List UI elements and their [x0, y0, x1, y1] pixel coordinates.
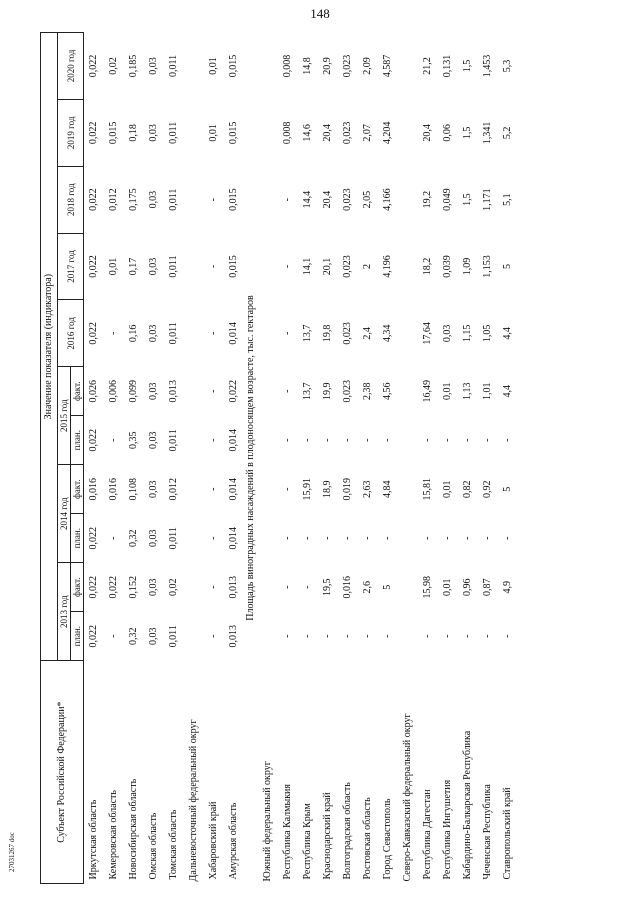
value-cell: 0,014	[228, 322, 239, 345]
value-cell: -	[362, 438, 373, 442]
value-cell: 0,023	[342, 121, 353, 145]
value-cell: -	[382, 438, 393, 442]
value-cell: 0,016	[88, 477, 99, 501]
value-cell: -	[208, 487, 219, 491]
region-name: Омская область	[148, 812, 159, 880]
value-cell: 0,011	[168, 527, 179, 550]
group-row	[258, 33, 278, 884]
value-cell: 18,2	[422, 257, 433, 276]
value-cell: 19,5	[322, 578, 333, 596]
value-cell: 15,91	[302, 477, 313, 501]
value-cell: -	[502, 536, 513, 540]
table-body	[84, 33, 519, 884]
value-cell: -	[108, 634, 119, 638]
value-cell: 2,38	[362, 382, 373, 400]
region-name: Новосибирская область	[128, 778, 139, 880]
value-cell: -	[482, 536, 493, 540]
value-cell: 0,82	[462, 480, 473, 498]
value-cell: 0,008	[282, 54, 293, 78]
region-name: Ростовская область	[362, 797, 373, 880]
value-cell: 0,022	[88, 624, 99, 648]
value-cell	[184, 33, 204, 100]
value-cell: -	[282, 536, 293, 540]
year-header: 2014 год	[58, 465, 71, 563]
value-cell: 0,012	[108, 188, 119, 211]
plan-header: план.	[71, 514, 84, 563]
table-row	[144, 33, 164, 884]
value-cell: 0,03	[148, 480, 159, 498]
group-row	[184, 33, 204, 884]
fact-header: факт.	[71, 367, 84, 416]
value-cell	[258, 166, 278, 233]
value-cell	[398, 416, 418, 465]
value-cell: 0,011	[168, 255, 179, 278]
value-cell: 19,8	[322, 324, 333, 343]
value-cell: 0,011	[168, 54, 179, 78]
value-cell	[184, 465, 204, 514]
value-cell: 0,32	[128, 627, 139, 645]
value-cell: 0,008	[282, 121, 293, 145]
value-cell: 0,02	[108, 57, 119, 75]
value-cell: -	[302, 585, 313, 589]
value-cell	[398, 612, 418, 661]
table-row	[84, 33, 105, 884]
year-header: 2015 год	[58, 367, 71, 465]
value-cell: 4,587	[382, 54, 393, 78]
value-cell: 0,015	[228, 255, 239, 278]
value-cell: 0,016	[108, 477, 119, 501]
value-cell: 4,4	[502, 327, 513, 340]
value-cell: 0,16	[128, 324, 139, 343]
value-cell: 0,011	[168, 625, 179, 648]
value-cell: 14,4	[302, 190, 313, 209]
value-cell: 0,01	[108, 257, 119, 276]
value-cell: -	[442, 438, 453, 442]
value-cell: 5,1	[502, 193, 513, 206]
region-name: Амурская область	[228, 802, 239, 880]
value-cell: 1,13	[462, 382, 473, 400]
value-cell: 0,019	[342, 477, 353, 501]
value-cell: 0,015	[228, 121, 239, 145]
value-cell: 0,022	[88, 322, 99, 345]
value-cell: 13,7	[302, 382, 313, 400]
value-cell: 0,01	[442, 578, 453, 596]
value-cell: -	[282, 389, 293, 393]
value-cell: -	[482, 634, 493, 638]
section-title: Площадь виноградных насаждений в плодоносящем возрасте, тыс. гектаров	[245, 295, 256, 621]
value-cell: 4,196	[382, 255, 393, 278]
table-row	[204, 33, 224, 884]
value-cell: -	[322, 438, 333, 442]
region-name: Краснодарский край	[322, 792, 333, 880]
year-header: 2018 год	[58, 166, 84, 233]
value-cell: 4,34	[382, 324, 393, 343]
value-cell: -	[108, 536, 119, 540]
value-cell: -	[342, 438, 353, 442]
year-header: 2013 год	[58, 563, 71, 661]
value-cell	[184, 612, 204, 661]
value-cell: 4,166	[382, 188, 393, 211]
value-cell	[398, 300, 418, 367]
value-cell	[184, 416, 204, 465]
table-row	[278, 33, 298, 884]
table-row	[418, 33, 438, 884]
region-name: Волгоградская область	[342, 782, 353, 880]
table-row	[164, 33, 184, 884]
value-cell: 0,022	[88, 575, 99, 599]
document-footer: 27031267 doc	[8, 832, 16, 872]
value-cell: 0,015	[108, 121, 119, 145]
value-cell: 14,8	[302, 57, 313, 75]
value-cell: 0,099	[128, 379, 139, 403]
value-cell: 1,5	[462, 59, 473, 73]
value-cell: -	[302, 438, 313, 442]
value-cell: 4,204	[382, 121, 393, 145]
value-cell	[258, 563, 278, 612]
value-cell	[258, 416, 278, 465]
value-cell	[398, 514, 418, 563]
year-header: 2019 год	[58, 99, 84, 166]
region-name: Иркутская область	[88, 799, 99, 880]
value-cell	[258, 33, 278, 100]
value-cell: -	[208, 198, 219, 202]
year-header: 2016 год	[58, 300, 84, 367]
subject-column-header: Субъект Российской Федерации*	[41, 661, 84, 884]
value-cell: 0,03	[148, 382, 159, 400]
value-cell: 1,01	[482, 382, 493, 400]
table-row	[224, 33, 244, 884]
value-cell: -	[208, 585, 219, 589]
value-cell: 0,96	[462, 578, 473, 596]
value-cell: 0,01	[208, 57, 219, 75]
value-cell: 4,84	[382, 480, 393, 498]
value-cell: 0,049	[442, 188, 453, 211]
table-row	[104, 33, 124, 884]
group-row	[398, 33, 418, 884]
region-name: Город Севастополь	[382, 798, 393, 880]
value-cell: 0,03	[148, 578, 159, 596]
value-cell: -	[462, 634, 473, 638]
fact-header: факт.	[71, 465, 84, 514]
value-cell: 15,98	[422, 575, 433, 599]
region-name: Республика Калмыкия	[282, 783, 293, 880]
value-cell: 19,9	[322, 382, 333, 400]
value-cell: 1,5	[462, 126, 473, 140]
value-cell: 0,023	[342, 54, 353, 78]
value-cell: -	[108, 331, 119, 335]
value-cell: -	[282, 438, 293, 442]
value-cell: 17,64	[422, 322, 433, 345]
value-cell: 0,03	[148, 627, 159, 645]
value-cell: -	[282, 264, 293, 269]
value-cell: 20,4	[322, 124, 333, 142]
value-cell	[184, 514, 204, 563]
value-cell: 0,185	[128, 54, 139, 78]
value-cell: 0,03	[148, 190, 159, 209]
value-cell: 0,011	[168, 188, 179, 211]
value-cell	[184, 99, 204, 166]
value-cell	[258, 99, 278, 166]
value-cell: -	[422, 536, 433, 540]
value-cell: -	[208, 389, 219, 393]
value-cell: -	[342, 634, 353, 638]
value-cell: 0,011	[168, 429, 179, 452]
value-cell: 0,92	[482, 480, 493, 498]
indicator-header: Значение показателя (индикатора)	[41, 33, 58, 661]
value-cell: 0,014	[228, 428, 239, 452]
value-cell: 0,026	[88, 379, 99, 403]
value-cell: 20,4	[322, 190, 333, 209]
value-cell: -	[462, 438, 473, 442]
value-cell: 20,9	[322, 57, 333, 75]
value-cell: -	[322, 536, 333, 540]
value-cell: -	[482, 438, 493, 442]
value-cell: 0,17	[128, 257, 139, 276]
value-cell: -	[208, 438, 219, 442]
table-row	[318, 33, 338, 884]
table-header	[41, 33, 84, 884]
value-cell: 4,56	[382, 382, 393, 400]
plan-header: план.	[71, 612, 84, 661]
value-cell: 1,05	[482, 324, 493, 343]
value-cell	[258, 233, 278, 300]
value-cell: 0,014	[228, 477, 239, 501]
value-cell	[398, 166, 418, 233]
district-name: Южный федеральный округ	[262, 761, 273, 882]
value-cell: 0,011	[168, 322, 179, 345]
value-cell: -	[282, 198, 293, 202]
value-cell: -	[362, 536, 373, 540]
value-cell: 0,022	[88, 428, 99, 452]
table-row	[298, 33, 318, 884]
value-cell: 0,022	[88, 188, 99, 211]
value-cell: 0,022	[88, 54, 99, 78]
value-cell: 5,2	[502, 126, 513, 140]
value-cell	[398, 99, 418, 166]
value-cell: -	[208, 264, 219, 269]
value-cell: 5	[502, 264, 513, 269]
value-cell: 1,453	[482, 54, 493, 78]
fact-header: факт.	[71, 563, 84, 612]
value-cell: 0,011	[168, 121, 179, 144]
value-cell: -	[422, 634, 433, 638]
value-cell: 20,1	[322, 257, 333, 276]
value-cell: 16,49	[422, 379, 433, 403]
value-cell: 0,022	[108, 575, 119, 599]
rotated-table-container	[40, 32, 635, 884]
region-name: Кабардино-Балкарская Республика	[462, 730, 473, 880]
value-cell: 0,02	[168, 578, 179, 596]
value-cell: -	[302, 536, 313, 540]
value-cell: 18,9	[322, 480, 333, 498]
value-cell: -	[502, 438, 513, 442]
value-cell: 0,023	[342, 255, 353, 278]
value-cell: -	[282, 487, 293, 491]
value-cell: 0,175	[128, 188, 139, 211]
value-cell: 0,06	[442, 124, 453, 142]
value-cell: 2,07	[362, 124, 373, 142]
value-cell: 2,6	[362, 580, 373, 594]
value-cell: 0,023	[342, 379, 353, 403]
plan-header: план.	[71, 416, 84, 465]
region-name: Чеченская Республика	[482, 784, 493, 880]
value-cell: 0,03	[148, 529, 159, 547]
value-cell: 0,015	[228, 54, 239, 78]
table-row	[338, 33, 358, 884]
value-cell: 4,9	[502, 580, 513, 594]
value-cell: 0,022	[228, 379, 239, 403]
value-cell: 2,4	[362, 327, 373, 340]
value-cell: 0,03	[148, 257, 159, 276]
value-cell: 14,1	[302, 257, 313, 276]
value-cell	[258, 612, 278, 661]
value-cell: 5,3	[502, 59, 513, 73]
value-cell: 5	[382, 584, 393, 590]
value-cell: 0,131	[442, 54, 453, 78]
region-name: Республика Дагестан	[422, 789, 433, 880]
value-cell: -	[282, 331, 293, 335]
value-cell: -	[322, 634, 333, 638]
value-cell: -	[422, 438, 433, 442]
value-cell: 0,013	[168, 379, 179, 403]
value-cell: 0,01	[208, 124, 219, 142]
value-cell: 0,016	[342, 575, 353, 599]
value-cell	[184, 233, 204, 300]
table-row	[498, 33, 518, 884]
value-cell: 20,4	[422, 124, 433, 142]
value-cell	[258, 300, 278, 367]
value-cell: -	[502, 634, 513, 638]
region-name: Ставропольский край	[502, 787, 513, 880]
value-cell: 19,2	[422, 190, 433, 209]
value-cell: 2,63	[362, 480, 373, 498]
value-cell: 0,87	[482, 578, 493, 596]
value-cell: -	[362, 634, 373, 638]
value-cell	[184, 563, 204, 612]
value-cell: 0,015	[228, 188, 239, 211]
table-row	[378, 33, 398, 884]
indicator-table	[40, 32, 518, 884]
value-cell: 0,022	[88, 526, 99, 550]
value-cell: 0,012	[168, 477, 179, 501]
region-name: Хабаровский край	[208, 801, 219, 880]
value-cell: 4,4	[502, 384, 513, 398]
value-cell: 0,35	[128, 431, 139, 449]
value-cell: 1,15	[462, 324, 473, 343]
value-cell: -	[342, 536, 353, 540]
value-cell	[258, 465, 278, 514]
value-cell: -	[462, 536, 473, 540]
value-cell: 21,2	[422, 57, 433, 75]
value-cell: 0,152	[128, 575, 139, 599]
value-cell	[398, 563, 418, 612]
value-cell: 0,03	[148, 324, 159, 343]
page-number: 148	[310, 6, 330, 21]
value-cell: 2,09	[362, 57, 373, 75]
value-cell: -	[108, 438, 119, 442]
value-cell	[184, 166, 204, 233]
table-row	[438, 33, 458, 884]
region-name: Томская область	[168, 809, 179, 880]
value-cell: 14,6	[302, 124, 313, 142]
value-cell: 1,171	[482, 188, 493, 211]
value-cell: 0,01	[442, 382, 453, 400]
value-cell: 0,18	[128, 124, 139, 142]
table-row	[478, 33, 498, 884]
value-cell	[398, 233, 418, 300]
value-cell: -	[382, 536, 393, 540]
value-cell: -	[302, 634, 313, 638]
value-cell: -	[442, 634, 453, 638]
value-cell: 0,03	[442, 324, 453, 343]
value-cell	[258, 514, 278, 563]
value-cell: 0,03	[148, 124, 159, 142]
value-cell: 0,014	[228, 526, 239, 550]
value-cell: 0,03	[148, 431, 159, 449]
value-cell: 0,03	[148, 57, 159, 75]
value-cell: 0,022	[88, 121, 99, 145]
value-cell: 0,108	[128, 477, 139, 501]
value-cell	[398, 465, 418, 514]
value-cell: -	[208, 536, 219, 540]
table-row	[124, 33, 144, 884]
region-name: Кемеровская область	[108, 790, 119, 880]
table-row	[458, 33, 478, 884]
value-cell: 15,81	[422, 477, 433, 501]
value-cell: -	[208, 634, 219, 638]
value-cell: -	[382, 634, 393, 638]
value-cell: 0,013	[228, 575, 239, 599]
value-cell: 13,7	[302, 324, 313, 343]
value-cell	[184, 367, 204, 416]
value-cell: 1,153	[482, 255, 493, 278]
region-name: Республика Крым	[302, 803, 313, 880]
value-cell	[184, 300, 204, 367]
value-cell	[398, 33, 418, 100]
region-name: Республика Ингушетия	[442, 779, 453, 880]
value-cell	[258, 367, 278, 416]
value-cell: -	[282, 634, 293, 638]
value-cell: 0,32	[128, 529, 139, 547]
table-row	[358, 33, 378, 884]
value-cell: 0,039	[442, 255, 453, 278]
value-cell: -	[282, 585, 293, 589]
value-cell: 0,006	[108, 379, 119, 403]
section-row	[244, 33, 258, 884]
district-name: Северо-Кавказский федеральный округ	[402, 713, 413, 882]
year-header: 2017 год	[58, 233, 84, 300]
value-cell: 1,341	[482, 121, 493, 145]
value-cell	[398, 367, 418, 416]
year-header: 2020 год	[58, 33, 84, 100]
value-cell: 0,023	[342, 322, 353, 345]
district-name: Дальневосточный федеральный округ	[188, 719, 199, 882]
value-cell: 0,022	[88, 255, 99, 278]
value-cell: 2	[362, 264, 373, 269]
value-cell: -	[208, 331, 219, 335]
value-cell: 2,05	[362, 190, 373, 209]
value-cell: -	[442, 536, 453, 540]
value-cell: 0,013	[228, 624, 239, 648]
value-cell: 1,09	[462, 257, 473, 276]
value-cell: 1,5	[462, 193, 473, 206]
value-cell: 0,023	[342, 188, 353, 211]
value-cell: 5	[502, 486, 513, 492]
value-cell: 0,01	[442, 480, 453, 498]
